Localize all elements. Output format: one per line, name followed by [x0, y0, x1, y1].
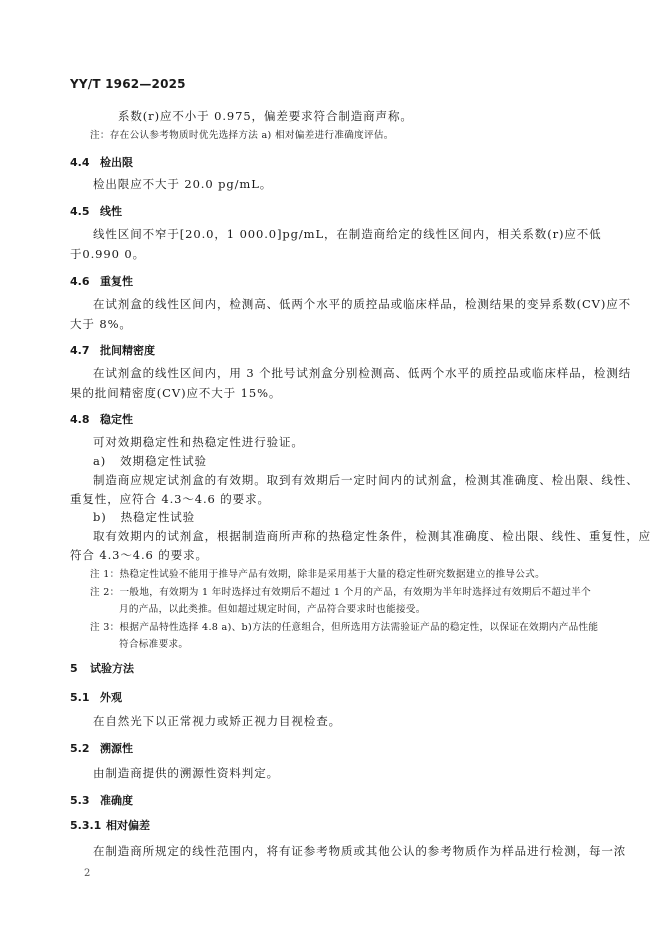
- paragraph-line: 可对效期稳定性和热稳定性进行验证。: [93, 435, 304, 449]
- section-number: 4.8: [70, 413, 90, 426]
- paragraph-line: 线性区间不窄于[20.0，1 000.0]pg/mL，在制造商给定的线性区间内，相关系数(r)应不低: [93, 227, 602, 241]
- section-number: 5.3: [70, 794, 90, 807]
- section-number: 5.3.1: [70, 819, 102, 832]
- paragraph-line: 在试剂盒的线性区间内，检测高、低两个水平的质控品或临床样品，检测结果的变异系数(CV)应不: [93, 297, 632, 311]
- section-title: 检出限: [100, 156, 133, 169]
- paragraph-line: 重复性，应符合 4.3～4.6 的要求。: [70, 492, 270, 506]
- section-number: 4.4: [70, 156, 90, 169]
- section-heading-5-3: [70, 792, 133, 808]
- section-number: 4.7: [70, 344, 90, 357]
- section-number: 5: [70, 662, 78, 675]
- paragraph-line: 制造商应规定试剂盒的有效期。取到有效期后一定时间内的试剂盒，检测其准确度、检出限、线性、: [93, 473, 639, 487]
- list-title: 效期稳定性试验: [120, 454, 207, 468]
- paragraph-line: 系数(r)应不小于 0.975，偏差要求符合制造商声称。: [118, 109, 413, 123]
- paragraph-line: 检出限应不大于 20.0 pg/mL。: [93, 177, 273, 191]
- chapter-heading-5: [70, 660, 134, 676]
- section-heading-4-8: [70, 411, 133, 427]
- list-label: a): [93, 454, 107, 468]
- list-title: 热稳定性试验: [120, 510, 196, 524]
- list-item-b: [93, 509, 195, 525]
- note-2-line: 注 2：一般地，有效期为 1 年时选择过有效期后不超过 1 个月的产品，有效期为半年时选择过有效期后不超过半个: [90, 587, 591, 598]
- section-title: 批间精密度: [100, 344, 155, 357]
- section-title: 准确度: [100, 794, 133, 807]
- section-heading-4-4: [70, 154, 133, 170]
- section-heading-5-2: [70, 740, 133, 756]
- paragraph-line: 果的批间精密度(CV)应不大于 15%。: [70, 386, 282, 400]
- section-number: 5.1: [70, 691, 90, 704]
- paragraph-line: 在试剂盒的线性区间内，用 3 个批号试剂盒分别检测高、低两个水平的质控品或临床样品，检测结: [93, 366, 632, 380]
- note-3-line: 注 3：根据产品特性选择 4.8 a)、b)方法的任意组合，但所选用方法需验证产品的稳定性，以保证在效期内产品性能: [90, 622, 599, 633]
- section-heading-4-7: [70, 342, 155, 358]
- note-3-line: 符合标准要求。: [119, 639, 189, 650]
- section-title: 稳定性: [100, 413, 133, 426]
- section-title: 试验方法: [90, 662, 134, 675]
- paragraph-line: 取有效期内的试剂盒，根据制造商所声称的热稳定性条件，检测其准确度、检出限、线性、重复性，应: [93, 529, 651, 543]
- section-heading-5-1: [70, 689, 122, 705]
- section-title: 外观: [100, 691, 122, 704]
- page-number: 2: [84, 868, 91, 879]
- note-2-line: 月的产品，以此类推。但如超过规定时间，产品符合要求时也能接受。: [119, 604, 426, 615]
- section-heading-5-3-1: [70, 817, 150, 833]
- paragraph-line: 在制造商所规定的线性范围内，将有证参考物质或其他公认的参考物质作为样品进行检测，每一浓: [93, 844, 627, 858]
- standard-code-header: YY/T 1962—2025: [70, 77, 186, 91]
- section-title: 重复性: [100, 275, 133, 288]
- paragraph-line: 在自然光下以正常视力或矫正视力目视检查。: [93, 714, 341, 728]
- section-title: 溯源性: [100, 742, 133, 755]
- list-label: b): [93, 510, 107, 524]
- section-number: 5.2: [70, 742, 90, 755]
- section-heading-4-6: [70, 273, 133, 289]
- note: 注：存在公认参考物质时优先选择方法 a) 相对偏差进行准确度评估。: [90, 130, 394, 141]
- paragraph-line: 于0.990 0。: [70, 247, 145, 261]
- paragraph-line: 由制造商提供的溯源性资料判定。: [93, 766, 279, 780]
- section-number: 4.5: [70, 205, 90, 218]
- section-title: 相对偏差: [106, 819, 150, 832]
- paragraph-line: 符合 4.3～4.6 的要求。: [70, 548, 208, 562]
- section-title: 线性: [100, 205, 122, 218]
- section-number: 4.6: [70, 275, 90, 288]
- section-heading-4-5: [70, 203, 122, 219]
- paragraph-line: 大于 8%。: [70, 317, 132, 331]
- list-item-a: [93, 453, 207, 469]
- note-1: 注 1：热稳定性试验不能用于推导产品有效期，除非是采用基于大量的稳定性研究数据建立的推导公式。: [90, 569, 545, 580]
